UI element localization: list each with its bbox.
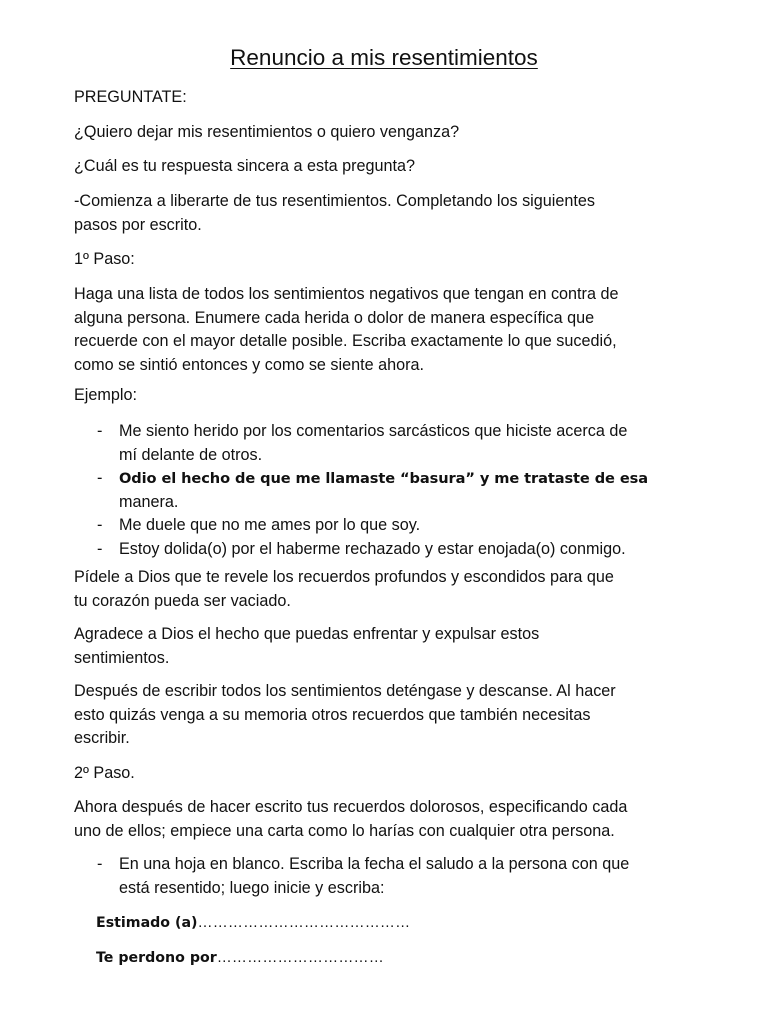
step2-list [74,853,714,900]
list-item [74,538,714,562]
step1-line: Haga una lista de todos los sentimientos negativos que tengan en contra de [74,285,619,303]
agradece-line: Agradece a Dios el hecho que puedas enfrentar y expulsar estos [74,625,540,643]
preguntate-label: PREGUNTATE: [74,88,187,106]
despues-line: esto quizás venga a su memoria otros recuerdos que también necesitas [74,705,591,724]
list-item-line: En una hoja en blanco. Escriba la fecha el saludo a la persona con que [119,855,630,873]
forgive-label: Te perdono por [96,950,217,966]
list-item-line: está resentido; luego inicie y escriba: [119,878,385,897]
intro-line: -Comienza a liberarte de tus resentimientos. Completando los siguientes [74,192,595,210]
step2-line: Ahora después de hacer escrito tus recuerdos dolorosos, especificando cada [74,798,628,816]
list-item-line: mí delante de otros. [119,445,263,464]
despues-paragraph [74,680,714,751]
list-item-line: Me siento herido por los comentarios sarcásticos que hiciste acerca de [119,422,628,440]
list-dash: - [97,539,103,558]
list-dash: - [97,469,103,487]
list-dash: - [97,855,103,873]
salutation-dots: …………………………………… [197,914,411,931]
step1-line: alguna persona. Enumere cada herida o dolor de manera específica que [74,308,595,327]
question-venganza: ¿Quiero dejar mis resentimientos o quiero venganza? [74,123,460,141]
step1-paragraph [74,283,714,377]
step1-line: como se sintió entonces y como se siente ahora. [74,355,425,374]
agradece-paragraph [74,623,714,670]
list-item-line: Me duele que no me ames por lo que soy. [119,516,421,534]
step2-line: uno de ellos; empiece una carta como lo harías con cualquier otra persona. [74,821,615,840]
intro-paragraph [74,190,714,237]
step1-line: recuerde con el mayor detalle posible. Escriba exactamente lo que sucedió, [74,332,617,350]
list-item [74,420,714,467]
list-item-line-bold: Odio el hecho de que me llamaste “basura” y me trataste de esa [119,470,648,487]
despues-line: Después de escribir todos los sentimientos deténgase y descanse. Al hacer [74,682,616,700]
step1-heading: 1º Paso: [74,250,135,268]
forgive-line [96,946,696,971]
salutation-label: Estimado (a) [96,915,198,931]
step2-heading: 2º Paso. [74,764,135,782]
list-item [74,514,714,538]
example-heading: Ejemplo: [74,386,137,404]
example-list [74,420,714,561]
question-respuesta: ¿Cuál es tu respuesta sincera a esta pregunta? [74,157,416,175]
forgive-dots: …………………………… [216,949,384,966]
intro-line: pasos por escrito. [74,215,202,234]
pidele-paragraph [74,566,714,613]
pidele-line: Pídele a Dios que te revele los recuerdos profundos y escondidos para que [74,568,614,586]
list-dash: - [97,516,103,534]
list-dash: - [97,422,103,440]
document-title: Renuncio a mis resentimientos [230,45,538,70]
list-item [74,853,714,900]
step2-paragraph [74,796,714,843]
list-item-line: Estoy dolida(o) por el haberme rechazado y estar enojada(o) conmigo. [119,539,626,558]
salutation-line [96,911,696,936]
agradece-line: sentimientos. [74,648,170,667]
pidele-line: tu corazón pueda ser vaciado. [74,591,291,610]
despues-line: escribir. [74,729,130,747]
list-item [74,467,714,514]
list-item-line: manera. [119,492,179,511]
